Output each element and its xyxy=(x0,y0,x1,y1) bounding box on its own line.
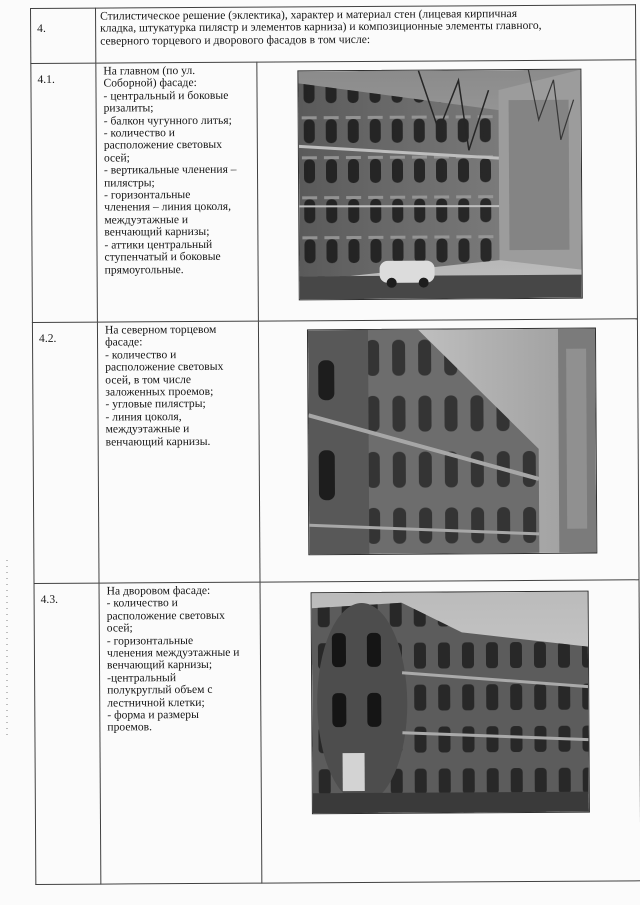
description-line: - количество и xyxy=(103,126,176,140)
description-line: заложенных проемов; xyxy=(105,384,214,399)
description-line: междуэтажные и xyxy=(104,212,189,227)
description-line: - вертикальные членения – xyxy=(103,162,237,177)
table-row-4-2 xyxy=(32,319,639,584)
description-line: - форма и размеры xyxy=(107,708,199,722)
table-row-4 xyxy=(31,5,636,64)
description-line: лестничной клетки; xyxy=(107,695,205,710)
description-line: - горизонтальные xyxy=(106,633,194,648)
north-facade-photo xyxy=(307,328,597,556)
row-number-text: 4.1. xyxy=(37,72,55,86)
description-line: ступенчатый и боковые xyxy=(104,249,221,264)
main-facade-photo xyxy=(297,69,582,301)
description-line: ризалиты; xyxy=(103,101,154,115)
description-line: расположение световых xyxy=(105,360,224,374)
heritage-elements-table xyxy=(30,4,640,885)
description-line: Соборной) фасаде: xyxy=(103,76,197,90)
description-line: - центральный и боковые xyxy=(103,88,229,103)
section-heading xyxy=(96,5,636,63)
row-number xyxy=(32,322,99,583)
description-line: проемов. xyxy=(107,720,153,735)
table-row-4-3 xyxy=(34,580,640,885)
photo-cell xyxy=(257,60,638,321)
courtyard-facade-photo xyxy=(311,591,590,815)
description-line: венчающий карнизы; xyxy=(104,225,210,239)
row-number xyxy=(34,583,101,884)
heading-line: северного торцевого и дворового фасадов в том числе: xyxy=(100,32,371,48)
description-line: осей; xyxy=(103,151,130,165)
row-description xyxy=(97,321,260,583)
description-line: - количество и xyxy=(106,596,178,610)
description-line: венчающий карнизы; xyxy=(106,658,213,672)
row-number-text: 4. xyxy=(37,21,46,35)
description-line: осей; xyxy=(106,621,133,635)
description-line: -центральный xyxy=(107,670,177,685)
row-number xyxy=(31,8,96,63)
description-line: - линия цоколя, xyxy=(105,409,182,424)
row-description xyxy=(96,62,259,322)
description-line: На северном торцевом xyxy=(104,322,217,337)
photo-cell xyxy=(260,580,640,883)
description-line: полукруглый объем с xyxy=(107,683,213,697)
description-line: фасаде: xyxy=(105,335,143,349)
description-line: расположение световых xyxy=(106,608,225,623)
description-line: - количество и xyxy=(105,347,177,362)
row-number-text: 4.3. xyxy=(40,592,59,606)
scan-margin-marks xyxy=(6,560,8,740)
description-line: - балкон чугунного литья; xyxy=(103,113,232,128)
row-number xyxy=(31,63,98,322)
description-line: членения междуэтажные и xyxy=(106,645,240,660)
description-line: - аттики центральный xyxy=(104,237,213,252)
description-line: прямоугольные. xyxy=(104,262,184,277)
row-description xyxy=(99,582,262,884)
description-line: - горизонтальные xyxy=(104,188,191,202)
description-line: На главном (по ул. xyxy=(103,63,196,78)
description-line: пилястры; xyxy=(104,175,155,190)
photo-cell xyxy=(258,319,639,582)
description-line: междуэтажные и xyxy=(105,422,190,436)
description-line: осей, в том числе xyxy=(105,372,192,387)
heading-line: кладка, штукатурка пилястр и элементов карниза) и композиционные элементы главного, xyxy=(100,19,542,35)
description-line: - угловые пилястры; xyxy=(105,397,206,411)
row-number-text: 4.2. xyxy=(38,331,57,345)
description-line: расположение световых xyxy=(103,138,223,152)
table-row-4-1 xyxy=(31,60,638,323)
description-line: членения – линия цоколя, xyxy=(104,200,232,215)
description-line: венчающий карнизы. xyxy=(105,434,211,449)
description-line: На дворовом фасаде: xyxy=(106,583,211,598)
heading-line: Стилистическое решение (эклектика), характер и материал стен (лицевая кирпичная xyxy=(100,7,518,23)
